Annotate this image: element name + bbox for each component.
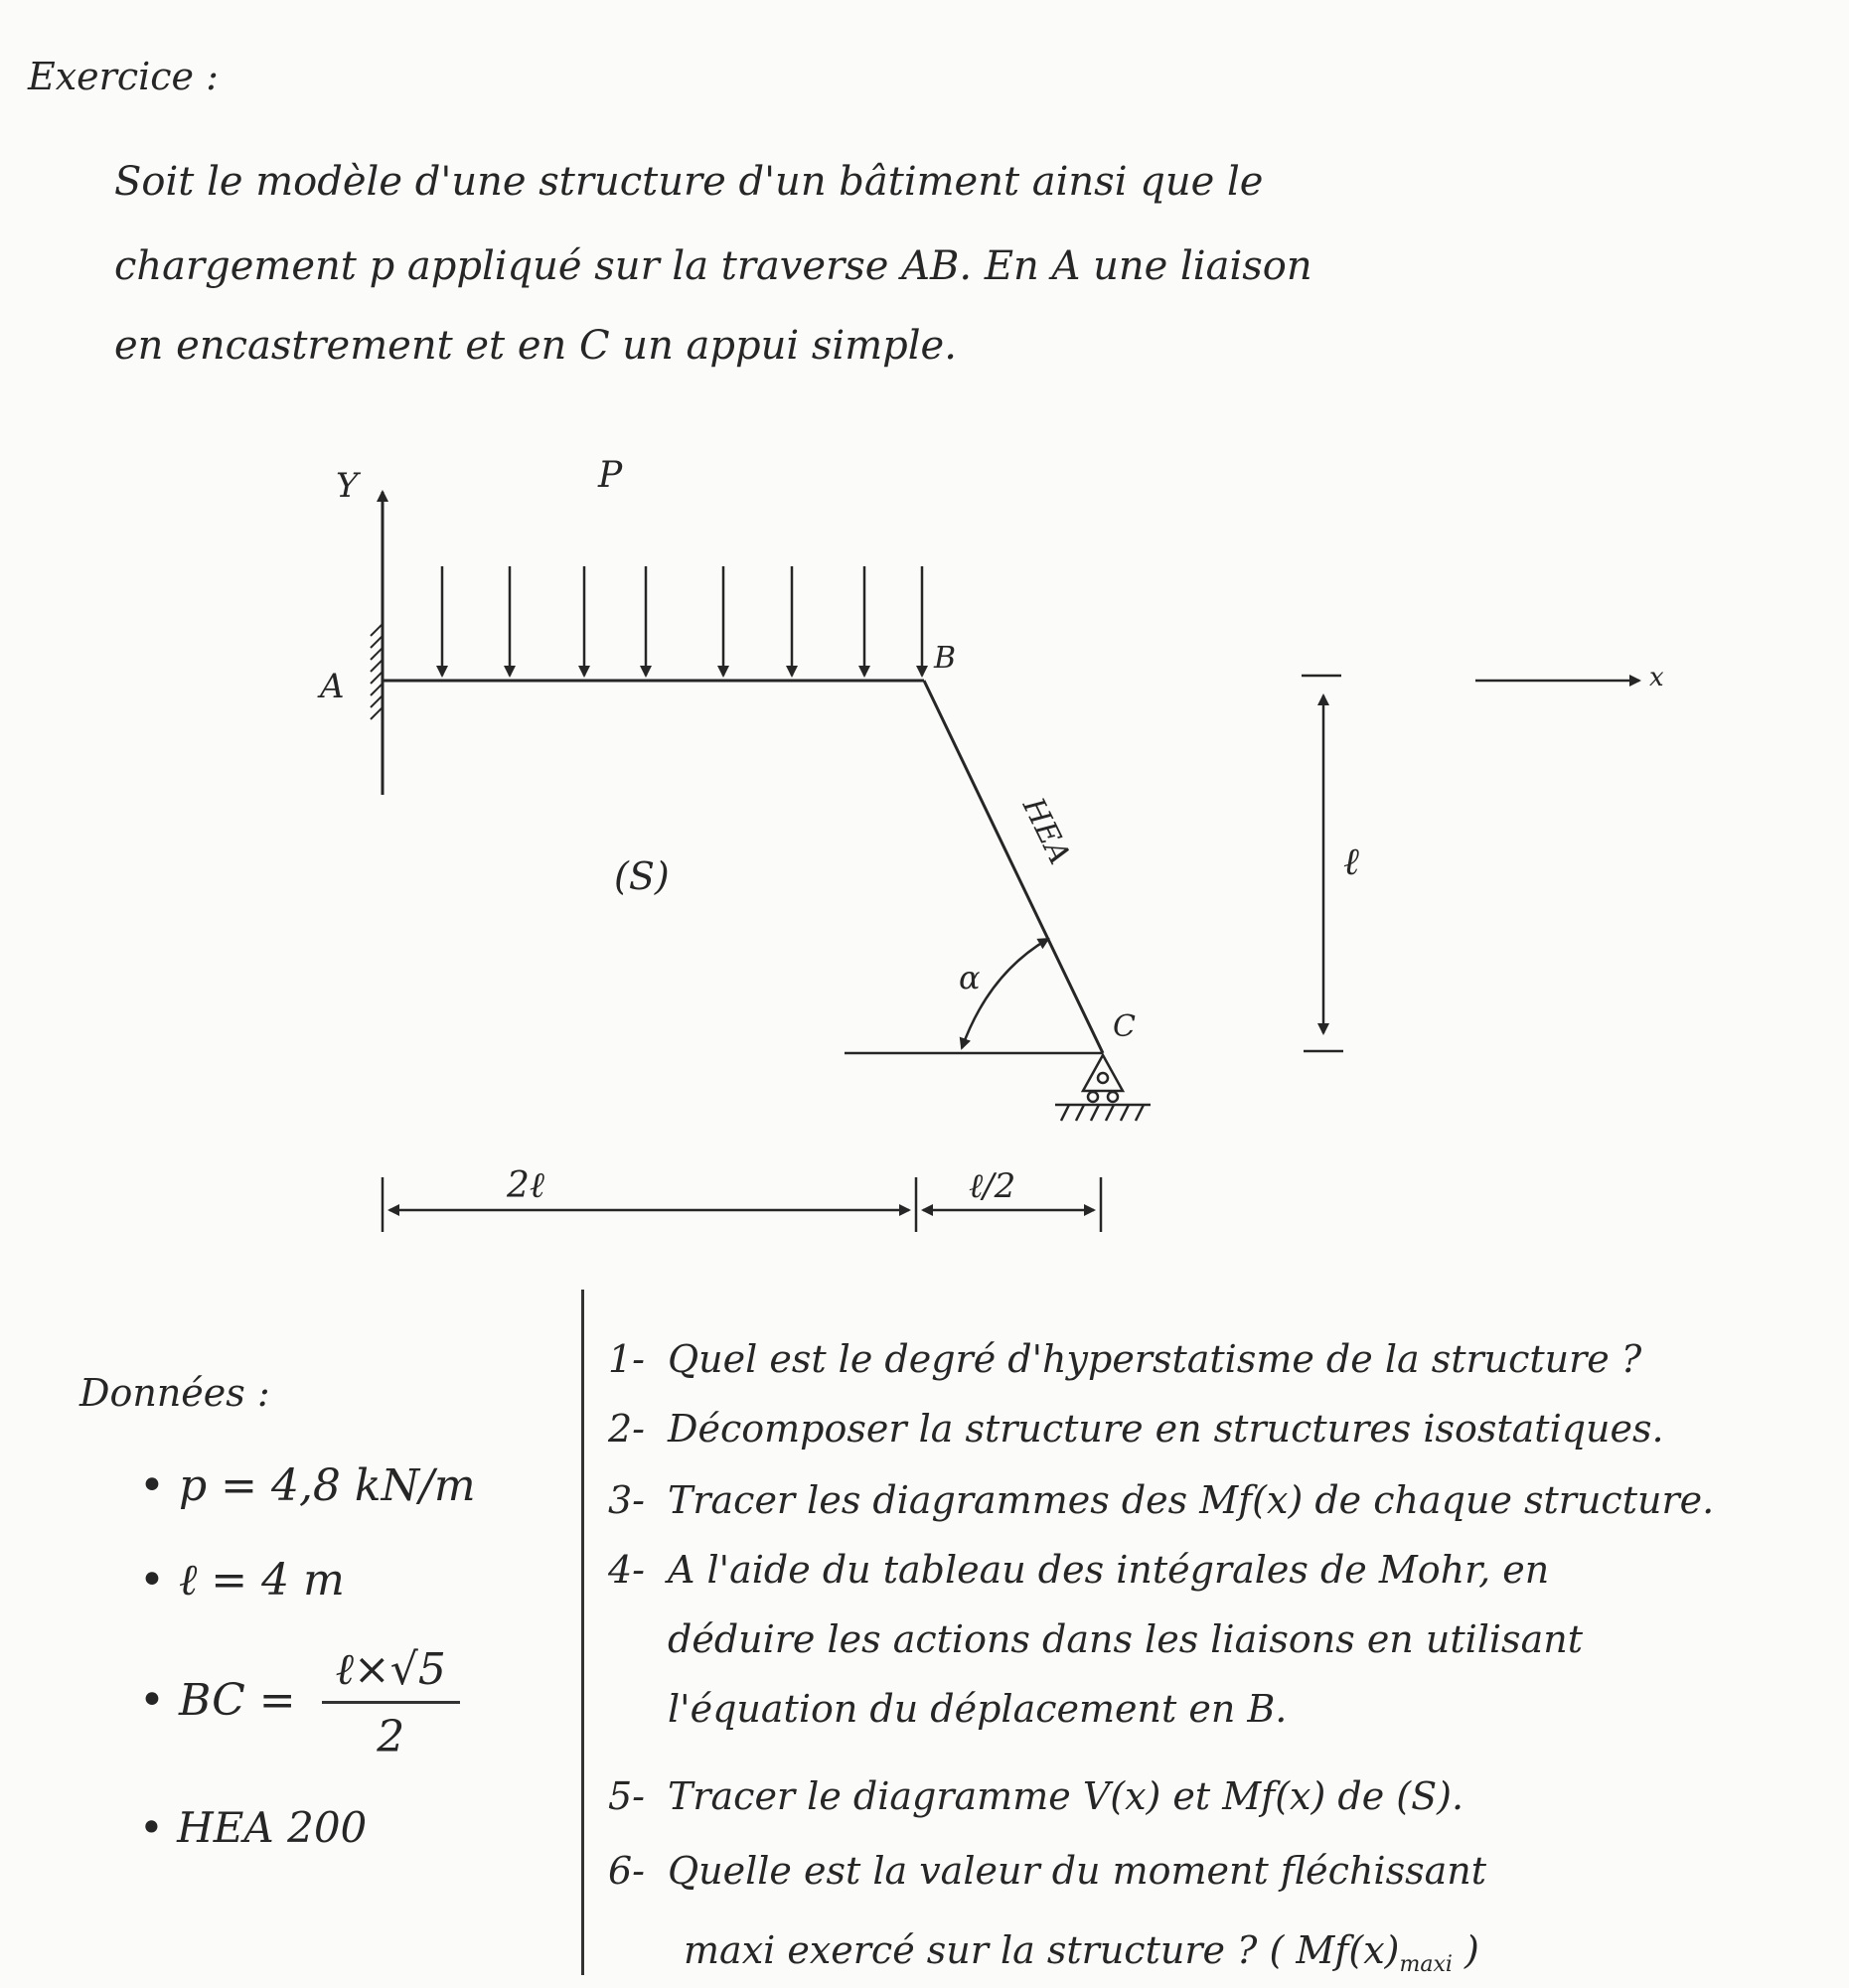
fixed-support-a <box>371 624 383 719</box>
data-bc-prefix: • BC = <box>139 1675 296 1726</box>
data-bc-denominator: 2 <box>377 1712 405 1762</box>
question-3-number: 3- <box>608 1478 646 1522</box>
question-1 <box>608 1336 1641 1382</box>
point-b-label: B <box>934 641 957 676</box>
question-1-text: Quel est le degré d'hyperstatisme de la structure ? <box>668 1337 1642 1381</box>
question-1-number: 1- <box>608 1337 646 1381</box>
x-axis-label: x <box>1649 663 1664 692</box>
question-4-number: 4- <box>608 1548 646 1592</box>
load-p-label: P <box>598 455 623 496</box>
data-l: • ℓ = 4 m <box>139 1555 345 1606</box>
intro-line-3: en encastrement et en C un appui simple. <box>114 323 957 369</box>
dim-l2-label: ℓ/2 <box>969 1166 1016 1206</box>
question-6-number: 6- <box>608 1849 646 1893</box>
height-dimension <box>1302 676 1343 1051</box>
intro-line-1: Soit le modèle d'une structure d'un bâtiment ainsi que le <box>114 159 1264 205</box>
question-5-number: 5- <box>608 1774 646 1818</box>
question-2 <box>608 1406 1664 1452</box>
intro-line-2: chargement p appliqué sur la traverse AB. En A une liaison <box>114 243 1312 289</box>
question-3 <box>608 1477 1714 1523</box>
member-bc <box>924 681 1103 1053</box>
donnees-title: Données : <box>79 1371 270 1415</box>
question-2-number: 2- <box>608 1407 646 1451</box>
structure-diagram <box>0 437 1849 1282</box>
point-c-label: C <box>1113 1009 1136 1044</box>
column-divider <box>581 1290 584 1975</box>
question-6-text-line-2 <box>684 1927 1479 1988</box>
question-4-text-line-3: l'équation du déplacement en B. <box>668 1687 1288 1731</box>
question-2-text: Décomposer la structure en structures isostatiques. <box>668 1407 1664 1451</box>
question-6-text-line-1: Quelle est la valeur du moment fléchissant <box>668 1849 1486 1893</box>
data-profile: • HEA 200 <box>139 1803 368 1852</box>
data-bc-fraction <box>322 1644 460 1762</box>
question-4 <box>608 1547 1549 1593</box>
distributed-load-arrows <box>442 566 922 676</box>
question-5 <box>608 1773 1464 1819</box>
structure-label: (S) <box>614 854 670 898</box>
question-6-line-2-end: ) <box>1464 1928 1479 1972</box>
simple-support-c <box>1055 1055 1151 1121</box>
dim-2l-label: 2ℓ <box>507 1165 544 1206</box>
question-6-subscript: maxi <box>1399 1952 1453 1977</box>
angle-alpha-label: α <box>959 959 981 996</box>
question-4-text-line-2: déduire les actions dans les liaisons en utilisant <box>668 1617 1583 1661</box>
question-4-text-line-1: A l'aide du tableau des intégrales de Mohr, en <box>668 1548 1550 1592</box>
question-6-line-2-main: maxi exercé sur la structure ? ( Mf(x) <box>684 1928 1400 1972</box>
data-bc <box>139 1644 460 1762</box>
data-p: • p = 4,8 kN/m <box>139 1460 476 1511</box>
y-axis-label: Y <box>336 466 359 506</box>
data-bc-numerator: ℓ×√5 <box>322 1644 460 1704</box>
exercise-title: Exercice : <box>28 55 219 98</box>
beam-profile-label: HEA <box>1014 792 1077 870</box>
height-l-label: ℓ <box>1343 840 1359 883</box>
question-6 <box>608 1848 1486 1894</box>
question-3-text: Tracer les diagrammes des Mf(x) de chaque structure. <box>668 1478 1715 1522</box>
point-a-label: A <box>320 667 345 706</box>
question-5-text: Tracer le diagramme V(x) et Mf(x) de (S). <box>668 1774 1464 1818</box>
